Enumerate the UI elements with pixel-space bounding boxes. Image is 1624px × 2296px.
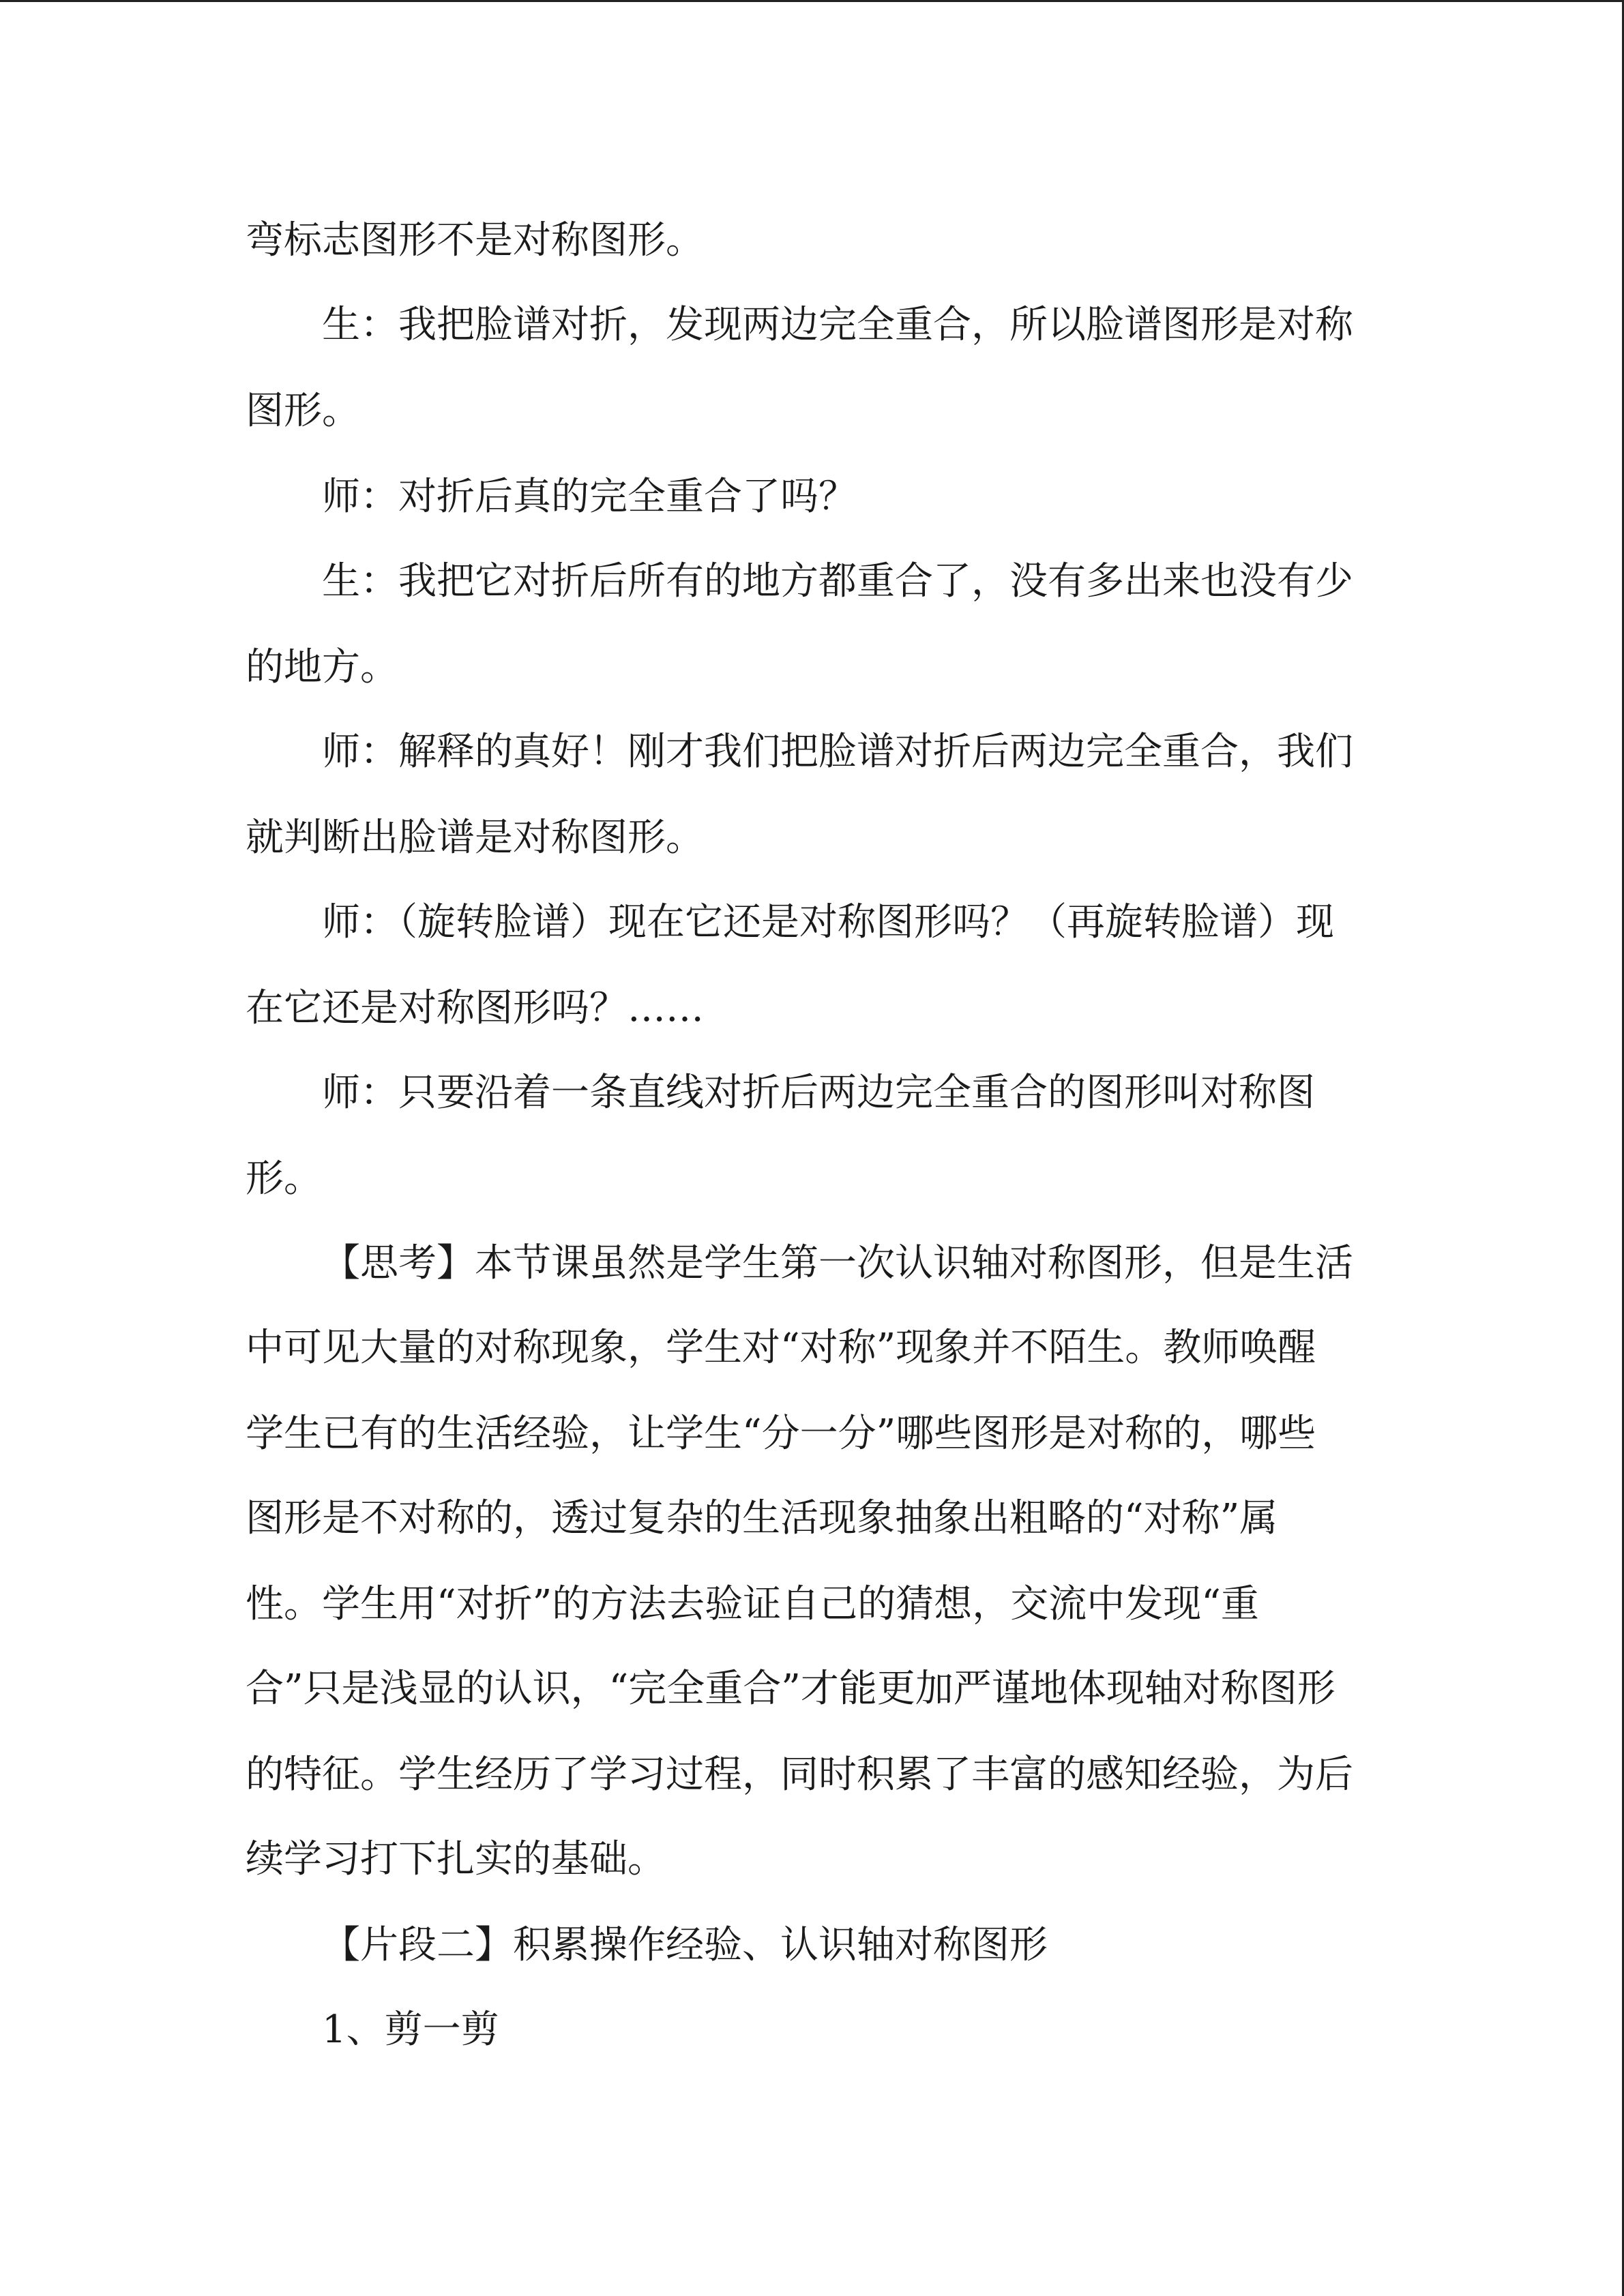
text-line: 的地方。 (246, 645, 398, 689)
text-line: 在它还是对称图形吗？…… (246, 986, 704, 1030)
text-line: 生：我把它对折后所有的地方都重合了，没有多出来也没有少 (322, 559, 1353, 603)
text-line: 中可见大量的对称现象，学生对“对称”现象并不陌生。教师唤醒 (246, 1326, 1316, 1370)
text-line: 续学习打下扎实的基础。 (246, 1837, 666, 1881)
text-line: 师：解释的真好！刚才我们把脸谱对折后两边完全重合，我们 (322, 730, 1353, 774)
text-line: 师：对折后真的完全重合了吗？ (322, 475, 857, 519)
text-line: 师：（旋转脸谱）现在它还是对称图形吗？（再旋转脸谱）现 (322, 900, 1334, 944)
text-line: 的特征。学生经历了学习过程，同时积累了丰富的感知经验，为后 (246, 1753, 1353, 1797)
text-line: 就判断出脸谱是对称图形。 (246, 816, 704, 860)
text-line: 生：我把脸谱对折，发现两边完全重合，所以脸谱图形是对称 (322, 303, 1353, 347)
text-line: 图形是不对称的，透过复杂的生活现象抽象出粗略的“对称”属 (246, 1496, 1278, 1540)
text-line: 学生已有的生活经验，让学生“分一分”哪些图形是对称的，哪些 (246, 1412, 1316, 1456)
text-line: 弯标志图形不是对称图形。 (246, 218, 704, 263)
text-line: 【思考】本节课虽然是学生第一次认识轴对称图形，但是生活 (322, 1241, 1353, 1285)
text-line: 性。学生用“对折”的方法去验证自己的猜想，交流中发现“重 (246, 1582, 1259, 1626)
section-heading: 【片段二】积累操作经验、认识轴对称图形 (322, 1923, 1048, 1967)
text-line: 形。 (246, 1157, 322, 1201)
text-line: 图形。 (246, 389, 360, 433)
subsection-heading: 1、剪一剪 (322, 2008, 499, 2052)
text-line: 合”只是浅显的认识，“完全重合”才能更加严谨地体现轴对称图形 (246, 1667, 1335, 1711)
text-line: 师：只要沿着一条直线对折后两边完全重合的图形叫对称图 (322, 1071, 1315, 1115)
